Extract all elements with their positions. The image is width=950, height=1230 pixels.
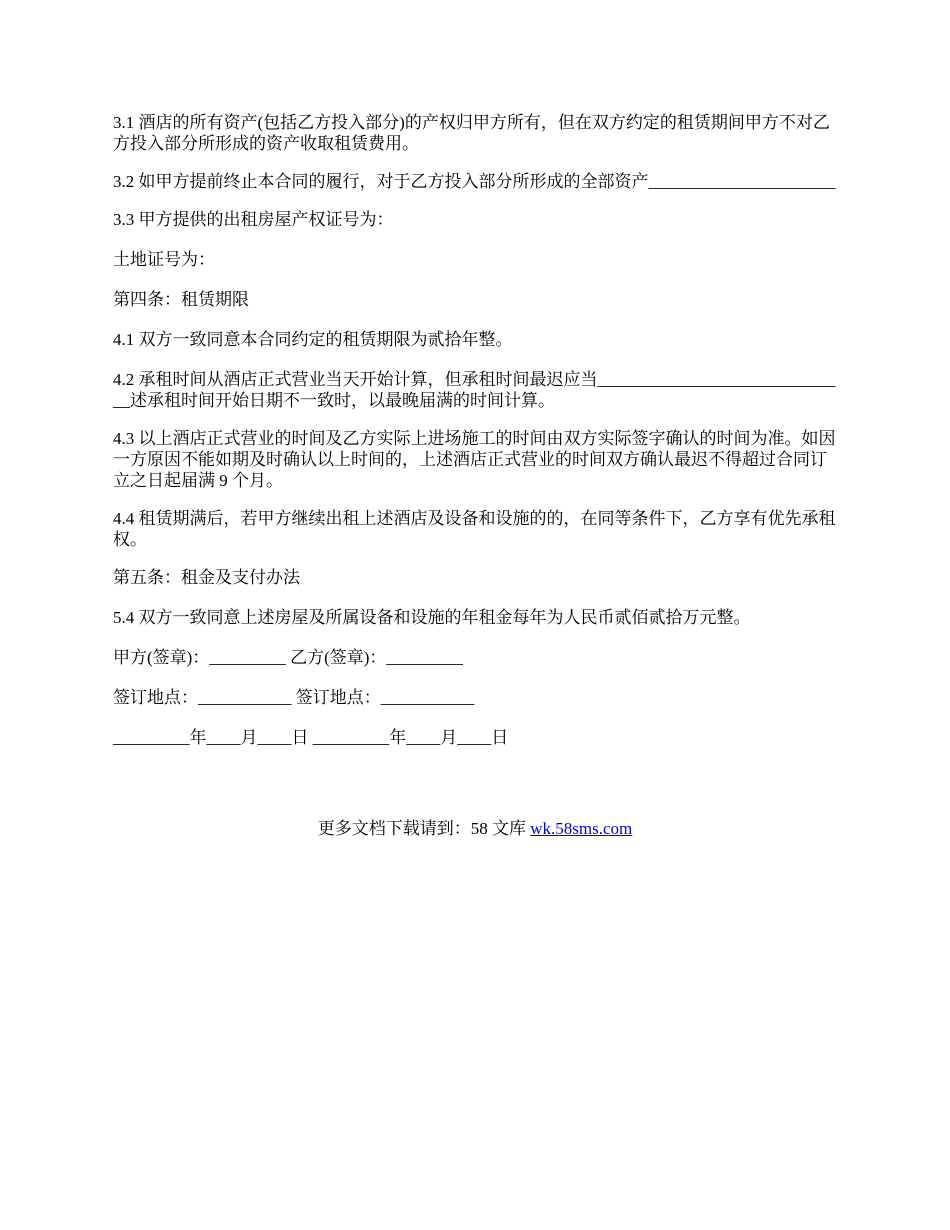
article-4-heading: 第四条：租赁期限 <box>113 290 249 309</box>
clause-5-4: 5.4 双方一致同意上述房屋及所属设备和设施的年租金每年为人民币贰佰贰拾万元整。 <box>113 608 751 627</box>
land-certificate-line: 土地证号为： <box>113 250 215 269</box>
clause-4-4: 4.4 租赁期满后，若甲方继续出租上述酒店及设备和设施的的，在同等条件下，乙方享有优先承租权。 <box>113 509 836 549</box>
article-5-heading: 第五条：租金及支付办法 <box>113 568 300 587</box>
clause-3-1: 3.1 酒店的所有资产(包括乙方投入部分)的产权归甲方所有，但在双方约定的租赁期间甲方不对乙方投入部分所形成的资产收取租赁费用。 <box>113 113 830 153</box>
clause-3-2: 3.2 如甲方提前终止本合同的履行，对于乙方投入部分所形成的全部资产______________________ <box>113 172 836 191</box>
download-footer <box>0 818 950 839</box>
clause-4-1: 4.1 双方一致同意本合同约定的租赁期限为贰拾年整。 <box>113 330 513 349</box>
document-body <box>113 112 839 767</box>
signing-date-line: _________年____月____日 _________年____月____日 <box>113 728 509 747</box>
clause-4-3: 4.3 以上酒店正式营业的时间及乙方实际上进场施工的时间由双方实际签字确认的时间为准。如因一方原因不能如期及时确认以上时间的，上述酒店正式营业的时间双方确认最迟不得超过合同订立之日起届满 9 个月。 <box>113 429 836 490</box>
footer-link[interactable]: wk.58sms.com <box>530 819 633 838</box>
signing-place-line: 签订地点：___________ 签订地点：___________ <box>113 688 475 707</box>
footer-text: 更多文档下载请到：58 文库 <box>317 819 531 838</box>
signature-line: 甲方(签章)：_________ 乙方(签章)：_________ <box>113 648 463 667</box>
clause-3-3: 3.3 甲方提供的出租房屋产权证号为： <box>113 210 394 229</box>
clause-4-2: 4.2 承租时间从酒店正式营业当天开始计算，但承租时间最迟应当______________________________述承租时间开始日期不一致时，以最晚届满的时间计算。 <box>113 370 836 410</box>
